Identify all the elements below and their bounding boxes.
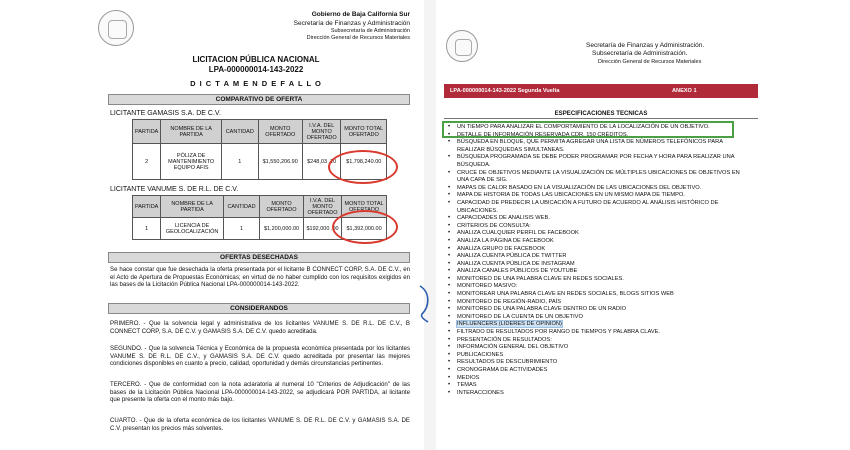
divider [444,118,758,119]
spec-item-text: CRITERIOS DE CONSULTA: [457,222,531,229]
spec-item-text: MONITOREAR UNA PALABRA CLAVE EN REDES SOCIALES, BLOGS SITIOS WEB [457,291,674,298]
table-cell: PÓLIZA DE MANTENIMIENTO EQUIPO AFIS [161,144,222,180]
spec-item [436,170,766,185]
spec-item-text: ANALIZA CANALES PÚBLICOS DE YOUTUBE [457,268,578,275]
col-partida: PARTIDA [133,120,161,144]
table-cell: $1,200,000.00 [260,218,304,240]
green-box-annotation [442,121,734,138]
spec-item-text: MONITOREO DE REGIÓN-RADIO, PAÍS [457,298,562,305]
spec-item [436,223,766,231]
col-cantidad: CANTIDAD [223,196,259,218]
spec-item [436,359,766,367]
spec-item-text: RESULTADOS DE DESCUBRIMIENTO [457,359,558,366]
table-cell: 1 [133,218,161,240]
spec-item-text: TEMAS [457,382,477,389]
spec-item [436,299,766,307]
col-nombre: NOMBRE DE LA PARTIDA [161,120,222,144]
col-monto: MONTO OFERTADO [260,196,304,218]
spec-item [436,215,766,223]
desechadas-paragraph: Se hace constar que fue desechada la oferta presentada por el licitante B CONNECT CORP, S.A. DE C.V., en el Acto de Apertura de Propuestas Económicas; en virtud de no haber cumplido con los requisitos exigidos en las bases de la Licitación Pública Nacional LPA-000000014-143-2022. [110,266,410,289]
header-secretaria: Secretaría de Finanzas y Administración [293,20,410,27]
spec-item-text: MONITOREO MASIVO: [457,283,518,290]
col-total: MONTO TOTAL OFERTADO [341,120,387,144]
spec-item [436,253,766,261]
government-seal-icon [98,10,134,46]
col-cantidad: CANTIDAD [221,120,258,144]
spec-item [436,352,766,360]
spec-item [436,306,766,314]
right-header-secretaria: Secretaría de Finanzas y Administración. [586,42,705,49]
spec-item [436,344,766,352]
spec-item [436,246,766,254]
spec-item [436,200,766,215]
spec-title: ESPECIFICACIONES TECNICAS [554,110,648,117]
spec-item [436,238,766,246]
spec-item-text: CRONOGRAMA DE ACTIVIDADES [457,367,548,373]
col-nombre: NOMBRE DE LA PARTIDA [161,196,224,218]
right-header-subsecretaria: Subsecretaría de Administración. [592,50,688,57]
government-seal-icon [446,30,478,62]
reference-number: LPA-000000014-143-2022 Segunda Vuelta [450,88,560,94]
spec-item-text: DETALLE DE INFORMACIÓN RESERVADA CDR, 150 CRÉDITOS. [457,131,629,138]
header-government: Gobierno de Baja California Sur [311,11,410,18]
spec-item [436,382,766,390]
table-cell: $1,798,240.00 [341,144,387,180]
col-iva: I.V.A. DEL MONTO OFERTADO [303,196,341,218]
red-circle-annotation [328,150,398,184]
reference-banner [444,84,758,98]
page-gap [424,0,436,450]
table-cell: 2 [133,144,161,180]
doc-title-number: LPA-000000014-143-2022 [208,65,304,74]
col-iva: I.V.A. DEL MONTO OFERTADO [302,120,341,144]
spec-item [436,154,766,169]
spec-item-text: CAPACIDAD DE PREDECIR LA UBICACIÓN A FUTURO DE ACUERDO AL ANÁLISIS HISTÓRICO DE UBICACIONES. [457,199,719,214]
spec-item-text: ANALIZA LA PÁGINA DE FACEBOOK [457,237,554,244]
spec-item [436,139,766,154]
spec-item [436,291,766,299]
col-total: MONTO TOTAL OFERTADO [342,196,387,218]
spec-item-text: MONITOREO DE UNA PALABRA CLAVE DENTRO DE UN RADIO [457,306,627,313]
spec-item-text: ANALIZA CUALQUIER PERFIL DE FACEBOOK [457,230,579,237]
paragraph-segundo: SEGUNDO. - Que la solvencia Técnica y Económica de la propuesta económica presentada por los licitantes VANUME S. DE R.L. DE C.V., y GAMASIS S.A. DE C.V. quedo acreditada por presentar las mejores condiciones disponibles en cuanto a precio, calidad, oportunidad y demás circunstancias pertinentes. [110,345,410,368]
spec-item [436,321,766,329]
spec-item-text: PRESENTACIÓN DE RESULTADOS: [457,336,552,343]
table-cell: 1 [223,218,259,240]
spec-item [436,367,766,375]
spec-item-text: PUBLICACIONES [457,351,504,358]
paragraph-primero: PRIMERO. - Que la solvencia legal y administrativa de los licitantes VANUME S. DE R.L. DE C.V., B CONNECT CORP, S.A. DE C.V. y GAMASIS S.A. DE C.V. quedo acreditada. [110,320,410,335]
table-cell: $1,550,206.90 [258,144,302,180]
doc-title-dictamen: D I C T A M E N D E F A L L O [190,79,322,88]
signature-mark-icon [416,284,434,324]
spec-item-text: ANALIZA GRUPO DE FACEBOOK [457,245,546,252]
spec-item-text: CRUCE DE OBJETIVOS MEDIANTE LA VISUALIZACIÓN DE MÚLTIPLES UBICACIONES DE OBJETIVOS EN UNA CAPA DE SIG. [457,169,740,184]
bidder-gamasis: LICITANTE GAMASIS S.A. DE C.V. [110,110,221,117]
spec-item [436,283,766,291]
spec-item-text: ANALIZA CUENTA PÚBLICA DE TWITTER [457,253,567,260]
dictamen-page [88,0,424,450]
red-circle-annotation [332,210,398,244]
table-cell: $192,000 .00 [303,218,341,240]
spec-item-text: MAPAS DE CALOR BASADO EN LA VISUALIZACIÓN DE LAS UBICACIONES DEL OBJETIVO. [457,184,702,191]
spec-item-text: BÚSQUEDA PROGRAMADA SE DEBE PODER PROGRAMAR POR FECHA Y HORA PARA REALIZAR UNA BÚSQUEDA. [457,154,735,168]
table-cell: $248,03 .10 [302,144,341,180]
spec-item [436,390,766,398]
col-monto: MONTO OFERTADO [258,120,302,144]
desechadas-heading: OFERTAS DESECHADAS [108,252,410,263]
table-cell: LICENCIA DE GEOLOCALIZACIÓN [161,218,224,240]
spec-item [436,230,766,238]
spec-item [436,276,766,284]
header-direccion: Dirección General de Recursos Materiales [306,35,410,41]
spec-item-text: MAPA DE HISTORIA DE TODAS LAS UBICACIONES EN UN MISMO MAPA DE TIEMPO. [457,192,685,199]
spec-item [436,268,766,276]
spec-item [436,375,766,383]
spec-item [436,192,766,200]
spec-item-text: INFLUENCERS (LÍDERES DE OPINIÓN) [457,321,562,328]
right-header-direccion: Dirección General de Recursos Materiales [598,59,702,65]
table-cell: $1,392,000.00 [342,218,387,240]
spec-item-text: UN TIEMPO PARA ANALIZAR EL COMPORTAMIENTO DE LA LOCALIZACIÓN DE UN OBJETIVO. [457,124,710,130]
spec-item [436,329,766,337]
spec-item-text: FILTRADO DE RESULTADOS POR RANGO DE TIEMPOS Y PALABRA CLAVE. [457,329,661,336]
spec-item-text: CAPACIDADES DE ANALISIS WEB. [457,215,550,222]
paragraph-cuarto: CUARTO. - Que de la oferta económica de los licitantes VANUME S. DE R.L. DE C.V. y GAMASIS S.A. DE C.V. presentan los precios más solventes. [110,417,410,432]
doc-title-licitacion: LICITACION PÚBLICA NACIONAL [192,55,320,64]
table-cell: 1 [221,144,258,180]
spec-list [436,124,766,397]
bidder-vanume: LICITANTE VANUME S. DE R.L. DE C.V. [110,186,239,193]
paragraph-tercero: TERCERO. - Que de conformidad con la nota aclaratoria al numeral 10 "Criterios de Adjudicación" de las bases de la Licitación Pública Nacional LPA-000000014-143-2022, se adjudicará POR PARTIDA, al licitante que presente la oferta con el monto más bajo. [110,381,410,404]
spec-item-text: BÚSQUEDA EN BLOQUE, QUE PERMITA AGREGAR UNA LISTA DE NÚMEROS TELEFÓNICOS PARA REALIZAR BÚSQUEDAS SIMULTANEAS. [457,139,723,153]
spec-item [436,185,766,193]
header-subsecretaria: Subsecretaría de Administración [330,28,410,34]
considerandos-heading: CONSIDERANDOS [108,303,410,314]
spec-item-text: MONITOREO DE LA CUENTA DE UN OBJETIVO [457,313,583,320]
spec-item-text: INTERACCIONES [457,389,504,396]
col-partida: PARTIDA [133,196,161,218]
spec-item-text: MONITOREO DE UNA PALABRA CLAVE EN REDES SOCIALES. [457,275,624,282]
spec-item-text: ANALIZA CUENTA PÚBLICA DE INSTAGRAM [457,260,575,267]
spec-item-text: INFORMACIÓN GENERAL DEL OBJETIVO [457,344,569,351]
comparativo-heading: COMPARATIVO DE OFERTA [108,94,410,105]
annex-label: ANEXO 1 [672,88,697,94]
anexo-page [436,0,766,450]
spec-item-text: MEDIOS [457,374,480,381]
